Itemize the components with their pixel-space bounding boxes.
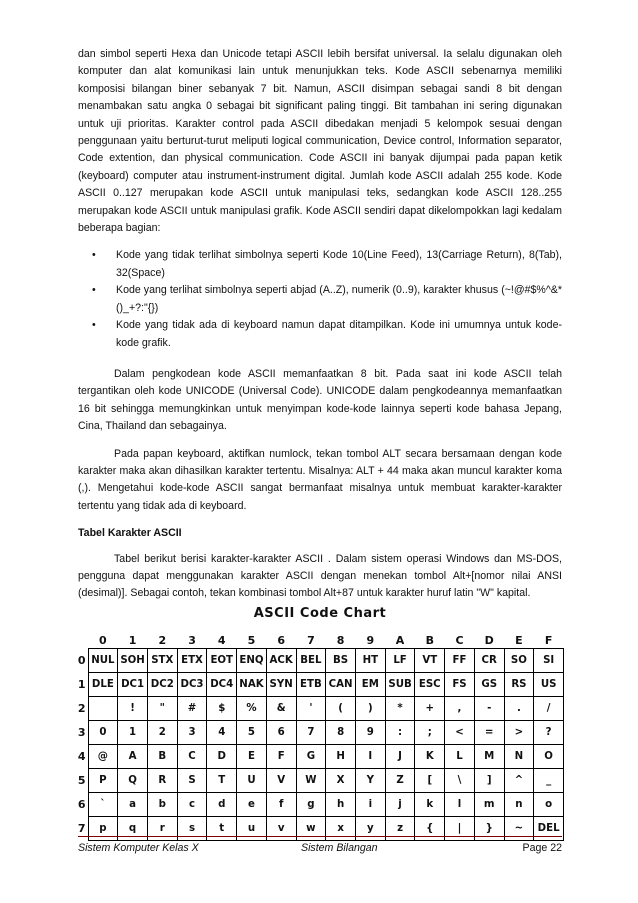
- ascii-cell: s: [177, 817, 207, 841]
- ascii-cell: 5: [237, 721, 267, 745]
- ascii-cell: w: [296, 817, 326, 841]
- ascii-cell: DC1: [118, 673, 148, 697]
- footer-divider: [78, 836, 562, 837]
- ascii-cell: RS: [504, 673, 534, 697]
- ascii-cell: US: [534, 673, 564, 697]
- ascii-cell: ~: [504, 817, 534, 841]
- ascii-cell: SYN: [266, 673, 296, 697]
- ascii-cell: DLE: [88, 673, 118, 697]
- column-header: 1: [128, 633, 137, 647]
- ascii-cell: CR: [474, 649, 504, 673]
- ascii-cell: F: [266, 745, 296, 769]
- ascii-table-body: [76, 649, 564, 841]
- column-header: 7: [307, 633, 315, 647]
- row-header: 4: [77, 750, 86, 763]
- ascii-cell: !: [118, 697, 148, 721]
- ascii-cell: 1: [118, 721, 148, 745]
- ascii-cell: o: [534, 793, 564, 817]
- ascii-cell: B: [147, 745, 177, 769]
- ascii-cell: {: [415, 817, 445, 841]
- ascii-cell: FS: [445, 673, 475, 697]
- ascii-cell: NUL: [88, 649, 118, 673]
- column-header-row: [76, 632, 564, 649]
- footer-chapter: Sistem Bilangan: [301, 842, 378, 854]
- ascii-cell: DC3: [177, 673, 207, 697]
- ascii-cell: ACK: [266, 649, 296, 673]
- ascii-cell: ": [147, 697, 177, 721]
- ascii-cell: ESC: [415, 673, 445, 697]
- ascii-cell: <: [445, 721, 475, 745]
- ascii-cell: }: [474, 817, 504, 841]
- ascii-cell: LF: [385, 649, 415, 673]
- ascii-cell: u: [237, 817, 267, 841]
- ascii-cell: *: [385, 697, 415, 721]
- ascii-cell: SOH: [118, 649, 148, 673]
- ascii-cell: N: [504, 745, 534, 769]
- ascii-cell: y: [355, 817, 385, 841]
- list-item-text: Kode yang tidak terlihat simbolnya seperti Kode 10(Line Feed), 13(Carriage Return), 8(Tab), 32(Space): [116, 249, 562, 279]
- ascii-cell: j: [385, 793, 415, 817]
- ascii-cell: C: [177, 745, 207, 769]
- ascii-cell: R: [147, 769, 177, 793]
- column-header: F: [544, 633, 553, 647]
- ascii-cell: O: [534, 745, 564, 769]
- ascii-cell: p: [88, 817, 118, 841]
- ascii-cell: /: [534, 697, 564, 721]
- ascii-cell: 6: [266, 721, 296, 745]
- ascii-cell: f: [266, 793, 296, 817]
- ascii-cell: FF: [445, 649, 475, 673]
- ascii-cell: ;: [415, 721, 445, 745]
- column-header: A: [395, 633, 405, 647]
- table-row: [76, 745, 564, 769]
- ascii-cell: EM: [355, 673, 385, 697]
- ascii-cell: 2: [147, 721, 177, 745]
- ascii-cell: :: [385, 721, 415, 745]
- ascii-cell: a: [118, 793, 148, 817]
- row-header: 5: [77, 774, 86, 787]
- ascii-cell: l: [445, 793, 475, 817]
- ascii-cell: M: [474, 745, 504, 769]
- section-heading: Tabel Karakter ASCII: [78, 527, 182, 540]
- list-item: [78, 247, 562, 282]
- table-row: [76, 697, 564, 721]
- ascii-category-list: [78, 247, 562, 351]
- ascii-cell: NAK: [237, 673, 267, 697]
- table-row: [76, 673, 564, 697]
- ascii-cell: DC2: [147, 673, 177, 697]
- ascii-cell: ETX: [177, 649, 207, 673]
- ascii-cell: STX: [147, 649, 177, 673]
- ascii-cell: i: [355, 793, 385, 817]
- ascii-cell: >: [504, 721, 534, 745]
- column-header: 2: [158, 633, 167, 647]
- column-header: 0: [99, 633, 107, 647]
- ascii-cell: +: [415, 697, 445, 721]
- ascii-cell: 9: [355, 721, 385, 745]
- ascii-cell: $: [207, 697, 237, 721]
- ascii-cell: D: [207, 745, 237, 769]
- ascii-cell: HT: [355, 649, 385, 673]
- ascii-cell: Y: [355, 769, 385, 793]
- ascii-table: [76, 632, 564, 841]
- paragraph-alt-code: Pada papan keyboard, aktifkan numlock, tekan tombol ALT secara bersamaan dengan kode karakter maka akan dihasilkan karakter tertentu. Misalnya: ALT + 44 maka akan muncul karakter koma (,). Mengetahui kode-kode ASCII sangat bermanfaat misalnya untuk membuat karakter-karakter tertentu yang tidak ada di keyboard.: [78, 447, 562, 512]
- ascii-cell: .: [504, 697, 534, 721]
- ascii-cell: e: [237, 793, 267, 817]
- ascii-cell: I: [355, 745, 385, 769]
- ascii-cell: `: [88, 793, 118, 817]
- bullet-icon: •: [92, 249, 96, 262]
- ascii-cell: z: [385, 817, 415, 841]
- ascii-cell: k: [415, 793, 445, 817]
- ascii-cell: H: [326, 745, 356, 769]
- ascii-cell: \: [445, 769, 475, 793]
- ascii-cell: m: [474, 793, 504, 817]
- ascii-cell: %: [237, 697, 267, 721]
- ascii-cell: A: [118, 745, 148, 769]
- column-header: 6: [277, 633, 285, 647]
- ascii-code-chart: [76, 606, 564, 835]
- ascii-cell: X: [326, 769, 356, 793]
- ascii-cell: ?: [534, 721, 564, 745]
- ascii-cell: W: [296, 769, 326, 793]
- column-header: B: [425, 633, 434, 647]
- ascii-cell: ^: [504, 769, 534, 793]
- ascii-cell: L: [445, 745, 475, 769]
- table-row: [76, 649, 564, 673]
- ascii-cell: c: [177, 793, 207, 817]
- ascii-cell: n: [504, 793, 534, 817]
- ascii-cell: T: [207, 769, 237, 793]
- ascii-cell: -: [474, 697, 504, 721]
- column-header: 4: [217, 633, 226, 647]
- ascii-cell: E: [237, 745, 267, 769]
- ascii-cell: ,: [445, 697, 475, 721]
- column-header: E: [515, 633, 523, 647]
- ascii-cell: 8: [326, 721, 356, 745]
- ascii-cell: &: [266, 697, 296, 721]
- ascii-cell: b: [147, 793, 177, 817]
- ascii-cell: VT: [415, 649, 445, 673]
- ascii-cell: SI: [534, 649, 564, 673]
- ascii-cell: S: [177, 769, 207, 793]
- ascii-cell: DC4: [207, 673, 237, 697]
- ascii-cell: DEL: [534, 817, 564, 841]
- row-header: 3: [77, 726, 86, 739]
- ascii-cell: [88, 697, 118, 721]
- footer-course: Sistem Komputer Kelas X: [78, 842, 199, 854]
- ascii-cell: ): [355, 697, 385, 721]
- ascii-cell: x: [326, 817, 356, 841]
- ascii-cell: d: [207, 793, 237, 817]
- column-header: 5: [247, 633, 256, 647]
- paragraph-ascii-intro: dan simbol seperti Hexa dan Unicode tetapi ASCII lebih bersifat universal. Ia selalu digunakan oleh komputer dan alat komunikasi lain untuk menunjukkan teks. Kode ASCII sebenarnya memiliki komposisi bilangan biner sebanyak 7 bit. Namun, ASCII disimpan sebagai sandi 8 bit dengan menambakan satu angka 0 sebagai bit significant paling tinggi. Bit tambahan ini sering digunakan untuk uji prioritas. Karakter control pada ASCII dibedakan menjadi 5 kelompok sesuai dengan penggunaan yaitu berturut-turut meliputi logical communication, Device control, Information separator, Code extention, dan physical communication. Code ASCII ini banyak dijumpai pada papan ketik (keyboard) computer atau instrument-instrument digital. Jumlah kode ASCII adalah 255 kode. Kode ASCII 0..127 merupakan kode ASCII untuk manipulasi teks, sedangkan kode ASCII 128..255 merupakan kode ASCII untuk manipulasi grafik. Kode ASCII sendiri dapat dikelompokkan lagi kedalam beberapa bagian:: [78, 48, 562, 235]
- list-item: [78, 317, 562, 352]
- bullet-icon: •: [92, 284, 96, 297]
- list-item-text: Kode yang tidak ada di keyboard namun dapat ditampilkan. Kode ini umumnya untuk kode-kode grafik.: [116, 319, 562, 349]
- ascii-cell: 3: [177, 721, 207, 745]
- ascii-cell: G: [296, 745, 326, 769]
- chart-title: ASCII Code Chart: [253, 606, 387, 621]
- ascii-cell: [: [415, 769, 445, 793]
- column-header: 3: [188, 633, 196, 647]
- ascii-cell: EOT: [207, 649, 237, 673]
- list-item-text: Kode yang terlihat simbolnya seperti abjad (A..Z), numerik (0..9), karakter khusus (~!@#$%^&*()_+?:"{}): [116, 284, 562, 314]
- ascii-cell: 0: [88, 721, 118, 745]
- ascii-cell: v: [266, 817, 296, 841]
- page-number: Page 22: [522, 842, 562, 854]
- ascii-cell: |: [445, 817, 475, 841]
- ascii-cell: SUB: [385, 673, 415, 697]
- ascii-cell: h: [326, 793, 356, 817]
- ascii-cell: ]: [474, 769, 504, 793]
- paragraph-table-intro: Tabel berikut berisi karakter-karakter ASCII . Dalam sistem operasi Windows dan MS-DOS, pengguna dapat menggunakan karakter ASCII dengan menekan tombol Alt+[nomor nilai ANSI (desimal)]. Sebagai contoh, tekan kombinasi tombol Alt+87 untuk karakter huruf latin "W" kapital.: [78, 552, 562, 600]
- ascii-cell: K: [415, 745, 445, 769]
- column-header: 8: [336, 633, 345, 647]
- row-header: 0: [77, 654, 86, 667]
- corner-cell: [76, 632, 88, 649]
- ascii-cell: r: [147, 817, 177, 841]
- table-row: [76, 769, 564, 793]
- table-row: [76, 793, 564, 817]
- row-header: 1: [77, 678, 86, 691]
- ascii-cell: ': [296, 697, 326, 721]
- column-header: 9: [366, 633, 375, 647]
- ascii-cell: SO: [504, 649, 534, 673]
- paragraph-unicode: Dalam pengkodean kode ASCII memanfaatkan 8 bit. Pada saat ini kode ASCII telah tergantikan oleh kode UNICODE (Universal Code). UNICODE dalam pengkodeannya memanfaatkan 16 bit sehingga memungkinkan untuk menyimpan kode-kode lainnya seperti kode bahasa Jepang, Cina, Thailand dan sebagainya.: [78, 367, 562, 433]
- ascii-cell: #: [177, 697, 207, 721]
- row-header: 6: [77, 798, 86, 811]
- ascii-cell: (: [326, 697, 356, 721]
- ascii-cell: _: [534, 769, 564, 793]
- column-header: D: [484, 633, 494, 647]
- ascii-cell: U: [237, 769, 267, 793]
- list-item: [78, 282, 562, 317]
- ascii-cell: Z: [385, 769, 415, 793]
- page-content: [78, 46, 562, 613]
- ascii-cell: ENQ: [237, 649, 267, 673]
- row-header: 7: [77, 822, 86, 835]
- ascii-cell: g: [296, 793, 326, 817]
- ascii-cell: 7: [296, 721, 326, 745]
- ascii-cell: GS: [474, 673, 504, 697]
- ascii-cell: =: [474, 721, 504, 745]
- ascii-cell: BS: [326, 649, 356, 673]
- ascii-cell: V: [266, 769, 296, 793]
- bullet-icon: •: [92, 319, 96, 332]
- ascii-cell: P: [88, 769, 118, 793]
- ascii-cell: q: [118, 817, 148, 841]
- ascii-cell: t: [207, 817, 237, 841]
- ascii-cell: ETB: [296, 673, 326, 697]
- ascii-cell: 4: [207, 721, 237, 745]
- column-header: C: [455, 633, 464, 647]
- ascii-cell: J: [385, 745, 415, 769]
- table-row: [76, 721, 564, 745]
- ascii-cell: @: [88, 745, 118, 769]
- ascii-cell: CAN: [326, 673, 356, 697]
- row-header: 2: [77, 702, 86, 715]
- ascii-cell: BEL: [296, 649, 326, 673]
- ascii-cell: Q: [118, 769, 148, 793]
